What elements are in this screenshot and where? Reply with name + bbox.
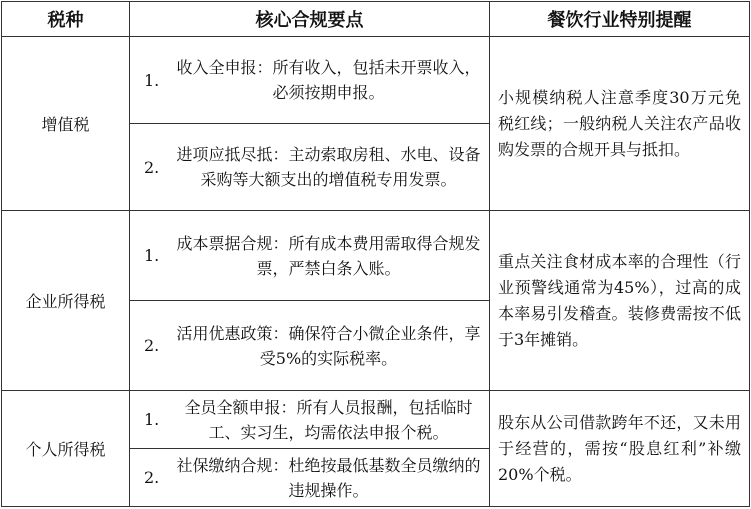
point-number: 2. bbox=[144, 468, 160, 487]
point-number: 2. bbox=[144, 157, 160, 177]
header-tax-type: 税种 bbox=[2, 2, 130, 37]
point-item bbox=[130, 37, 489, 123]
table-row bbox=[2, 211, 750, 391]
point-text: 社保缴纳合规：杜绝按最低基数全员缴纳的违规操作。 bbox=[176, 455, 481, 500]
point-item bbox=[130, 123, 489, 210]
point-text: 全员全额申报：所有人员报酬，包括临时工、实习生，均需依法申报个税。 bbox=[184, 397, 473, 442]
compliance-points bbox=[130, 211, 490, 391]
header-industry-reminder: 餐饮行业特别提醒 bbox=[490, 2, 750, 37]
tax-name: 个人所得税 bbox=[2, 391, 130, 507]
table-row bbox=[2, 391, 750, 507]
point-text: 进项应抵尽抵：主动索取房租、水电、设备采购等大额支出的增值税专用发票。 bbox=[176, 145, 481, 189]
compliance-points bbox=[130, 391, 490, 507]
industry-reminder: 股东从公司借款跨年不还，又未用于经营的，需按“股息红利”补缴20%个税。 bbox=[490, 391, 750, 507]
tax-name: 企业所得税 bbox=[2, 211, 130, 391]
industry-reminder: 小规模纳税人注意季度30万元免税红线；一般纳税人关注农产品收购发票的合规开具与抵扣。 bbox=[490, 37, 750, 211]
point-number: 2. bbox=[144, 336, 160, 355]
tax-name: 增值税 bbox=[2, 37, 130, 211]
tax-compliance-table bbox=[1, 1, 750, 507]
header-compliance-points: 核心合规要点 bbox=[130, 2, 490, 37]
point-item bbox=[130, 211, 489, 300]
point-text: 收入全申报：所有收入，包括未开票收入，必须按期申报。 bbox=[176, 58, 481, 102]
compliance-points bbox=[130, 37, 490, 211]
point-text: 成本票据合规：所有成本费用需取得合规发票，严禁白条入账。 bbox=[176, 233, 481, 278]
table-header-row bbox=[2, 2, 750, 37]
table-row bbox=[2, 37, 750, 211]
point-item bbox=[130, 300, 489, 390]
point-item bbox=[130, 448, 489, 506]
point-number: 1. bbox=[144, 246, 160, 265]
point-number: 1. bbox=[144, 410, 160, 429]
point-number: 1. bbox=[144, 70, 160, 90]
point-text: 活用优惠政策：确保符合小微企业条件，享受5%的实际税率。 bbox=[176, 323, 481, 368]
industry-reminder: 重点关注食材成本率的合理性（行业预警线通常为45%），过高的成本率易引发稽查。装修费需按不低于3年摊销。 bbox=[490, 211, 750, 391]
point-item bbox=[130, 391, 489, 448]
